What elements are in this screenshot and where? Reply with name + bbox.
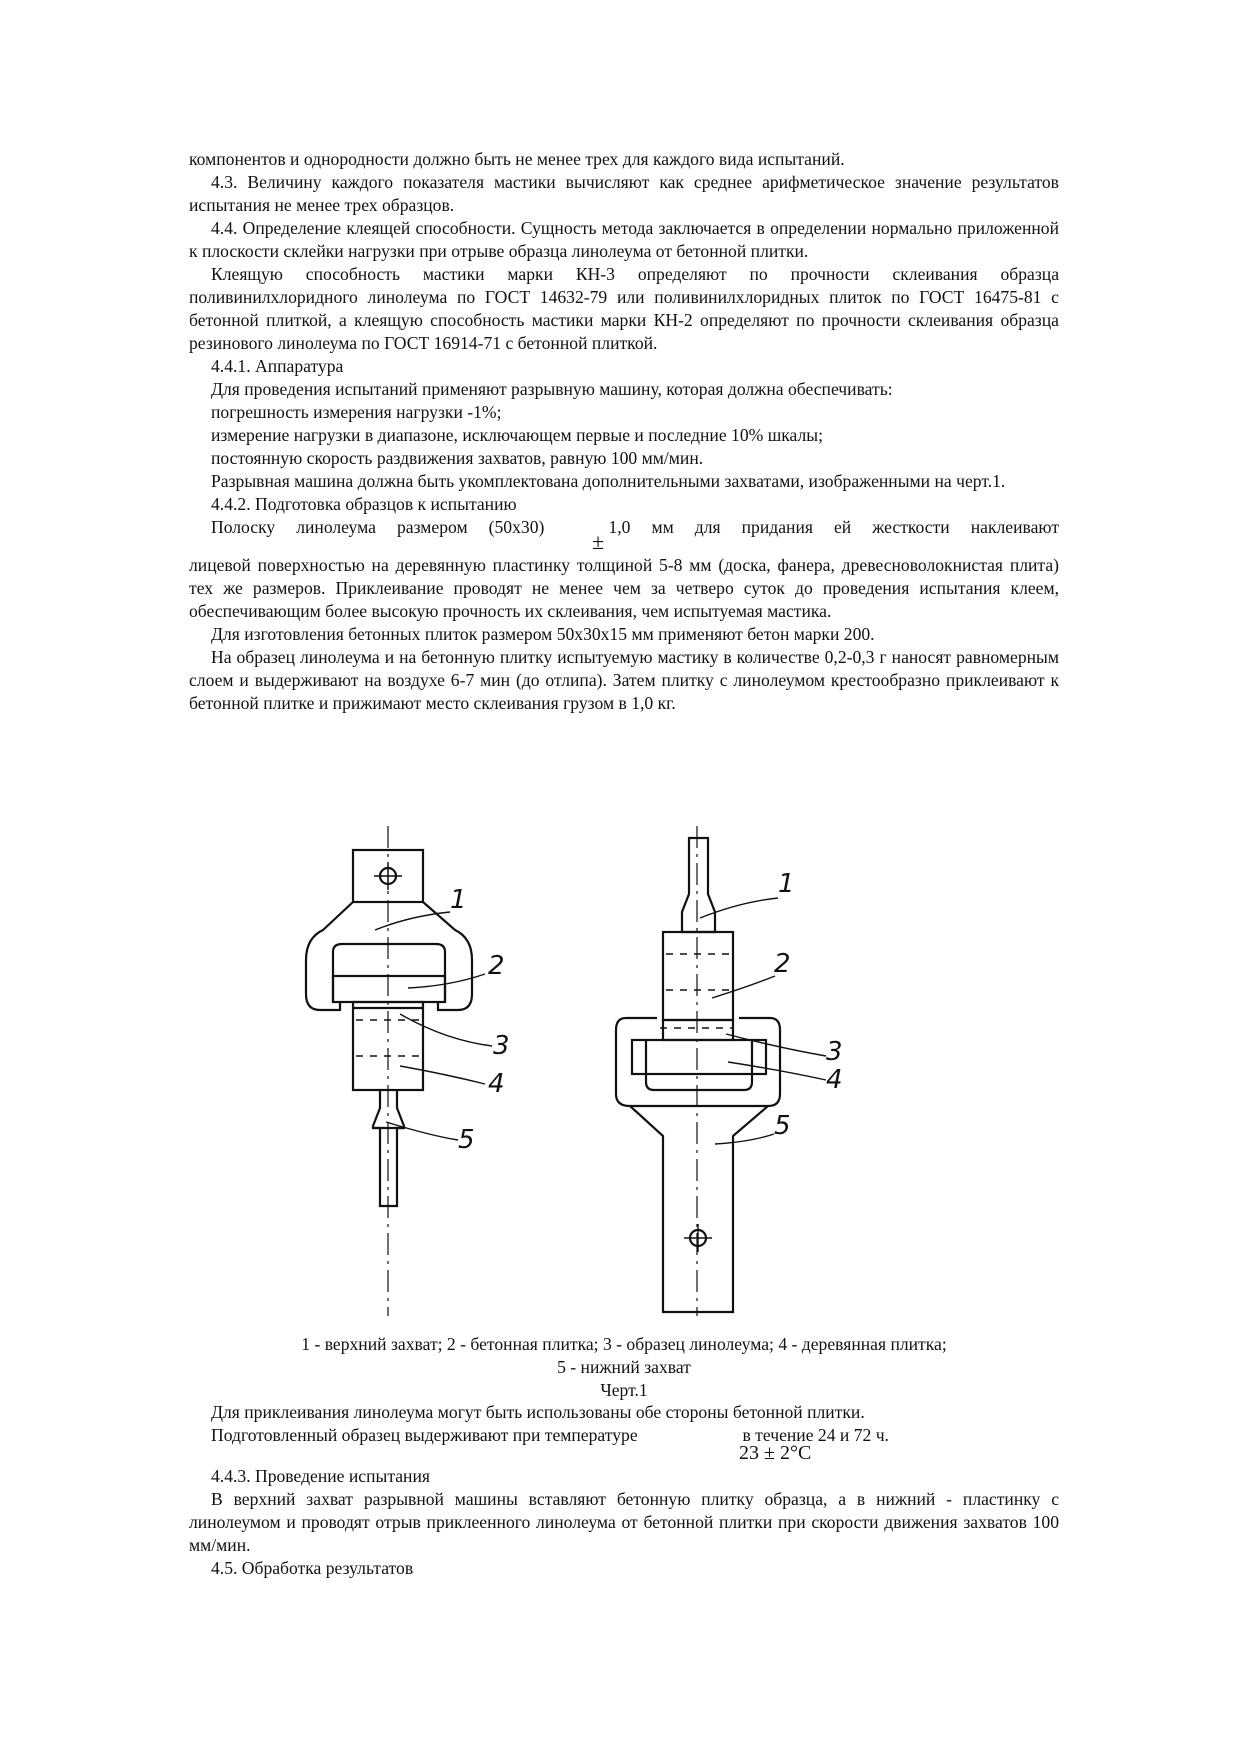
- paragraph-part: Подготовленный образец выдерживают при температуре: [211, 1425, 638, 1445]
- figure-caption-line: 1 - верхний захват; 2 - бетонная плитка; 3 - образец линолеума; 4 - деревянная плитка;: [301, 1334, 947, 1354]
- figure-drawing: [260, 826, 960, 1322]
- section-heading: 4.5. Обработка результатов: [211, 1558, 414, 1578]
- paragraph: Для изготовления бетонных плиток размером 50x30x15 мм применяют бетон марки 200.: [211, 624, 875, 644]
- paragraph: Разрывная машина должна быть укомплектована дополнительными захватами, изображенными на черт.1.: [211, 471, 1006, 491]
- paragraph: лицевой поверхностью на деревянную пластинку толщиной 5-8 мм (доска, фанера, древесноволокнистая плита) тех же размеров. Приклеивание проводят не менее чем за четверо суток до проведения испытания клеем, обеспечивающим более высокую прочность их склеивания, чем испытуемая мастика.: [189, 555, 1059, 621]
- paragraph: На образец линолеума и на бетонную плитку испытуемую мастику в количестве 0,2-0,3 г наносят равномерным слоем и выдерживают на воздухе 6-7 мин (до отлипа). Затем плитку с линолеумом крестообразно приклеивают к бетонной плитке и прижимают место склеивания грузом в 1,0 кг.: [189, 647, 1059, 713]
- temperature-value: 23 ± 2°C: [739, 1442, 812, 1464]
- document-body-continued: [189, 1401, 1059, 1580]
- section-heading: 4.4.2. Подготовка образцов к испытанию: [211, 494, 517, 514]
- grips-drawing: [260, 826, 960, 1322]
- list-item: измерение нагрузки в диапазоне, исключающем первые и последние 10% шкалы;: [211, 425, 823, 445]
- paragraph-part: 1,0 мм для придания ей жесткости наклеивают: [608, 517, 1060, 537]
- figure-label-5-right: 5: [774, 1111, 791, 1141]
- list-item: погрешность измерения нагрузки -1%;: [211, 402, 502, 422]
- paragraph: [189, 516, 1060, 554]
- figure-label-2-right: 2: [774, 949, 791, 979]
- figure-label-1-left: 1: [450, 885, 467, 915]
- paragraph: Клеящую способность мастики марки КН-3 определяют по прочности склеивания образца поливинилхлоридного линолеума по ГОСТ 14632-79 или поливинилхлоридных плиток по ГОСТ 16475-81 с бетонной плиткой, а клеящую способность мастики марки КН-2 определяют по прочности склеивания образца резинового линолеума по ГОСТ 16914-71 с бетонной плиткой.: [189, 264, 1059, 353]
- paragraph: 4.4. Определение клеящей способности. Сущность метода заключается в определении нормально приложенной к плоскости склейки нагрузки при отрыве образца линолеума от бетонной плитки.: [189, 218, 1059, 261]
- figure-label-2-left: 2: [488, 951, 505, 981]
- paragraph: Для приклеивания линолеума могут быть использованы обе стороны бетонной плитки.: [211, 1402, 865, 1422]
- paragraph-part: Полоску линолеума размером (50x30): [211, 517, 545, 537]
- paragraph: [189, 1424, 1059, 1464]
- paragraph-part: в течение 24 и 72 ч.: [742, 1425, 889, 1445]
- section-heading: 4.4.3. Проведение испытания: [211, 1466, 430, 1486]
- figure-label-1-right: 1: [778, 869, 795, 899]
- section-heading: 4.4.1. Аппаратура: [211, 356, 344, 376]
- paragraph: компонентов и однородности должно быть не менее трех для каждого вида испытаний.: [189, 149, 845, 169]
- plus-minus-sign: ±: [592, 529, 605, 554]
- figure-label-5-left: 5: [458, 1125, 475, 1155]
- document-body: [189, 148, 1059, 715]
- list-item: постоянную скорость раздвижения захватов, равную 100 мм/мин.: [211, 448, 704, 468]
- figure-label-4-left: 4: [488, 1069, 505, 1099]
- paragraph: 4.3. Величину каждого показателя мастики вычисляют как среднее арифметическое значение результатов испытания не менее трех образцов.: [189, 172, 1059, 215]
- figure-label-3-right: 3: [826, 1037, 843, 1067]
- paragraph: В верхний захват разрывной машины вставляют бетонную плитку образца, а в нижний - пластинку с линолеумом и проводят отрыв приклеенного линолеума от бетонной плитки при скорости движения захватов 100 мм/мин.: [189, 1489, 1059, 1555]
- figure-label-4-right: 4: [826, 1065, 843, 1095]
- paragraph: Для проведения испытаний применяют разрывную машину, которая должна обеспечивать:: [211, 379, 893, 399]
- figure-title: Черт.1: [600, 1380, 648, 1400]
- figure-caption: [189, 1333, 1059, 1402]
- figure-caption-line: 5 - нижний захват: [557, 1357, 691, 1377]
- figure-label-3-left: 3: [493, 1031, 510, 1061]
